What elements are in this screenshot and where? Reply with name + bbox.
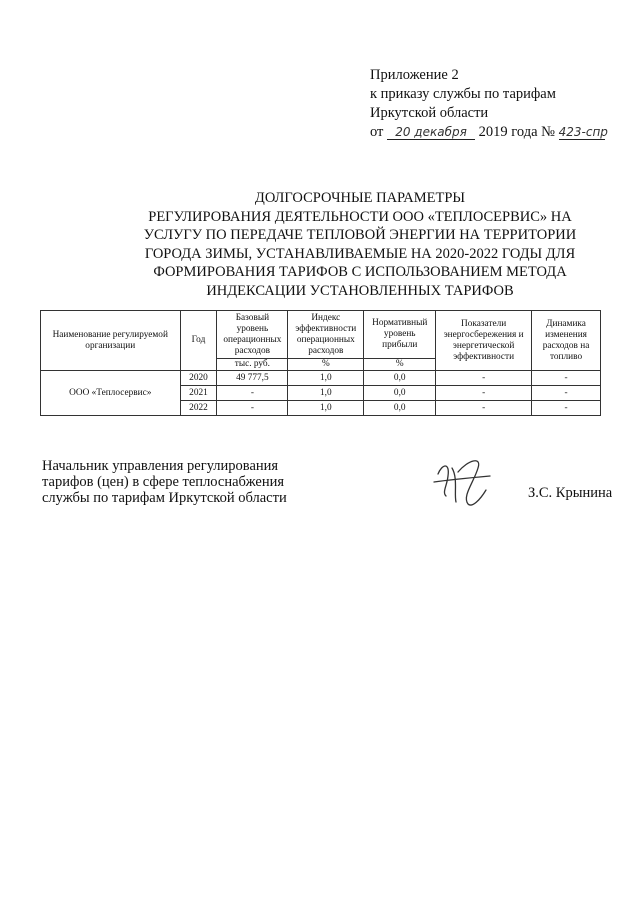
date-year: 2019 года № [478,124,555,140]
document-title [120,189,600,300]
annex-date-line [370,123,608,142]
date-prefix: от [370,124,384,140]
cell-energy-saving: - [436,401,532,416]
cell-efficiency-index: 1,0 [288,386,364,401]
cell-profit-level: 0,0 [364,386,436,401]
cell-profit-level: 0,0 [364,371,436,386]
header-energy-saving: Показатели энергосбережения и энергетической эффективности [436,311,532,371]
cell-energy-saving: - [436,371,532,386]
annex-order-ref: к приказу службы по тарифам [370,86,556,102]
position-line: Начальник управления регулирования [42,458,279,474]
header-year: Год [180,311,217,371]
handwritten-date: 20 декабря [387,125,475,140]
position-line: тарифов (цен) в сфере теплоснабжения [42,474,285,490]
header-profit-level: Нормативный уровень прибыли [364,311,436,359]
handwritten-number: 423-спр [558,125,608,139]
cell-year: 2022 [180,401,217,416]
cell-year: 2021 [180,386,217,401]
cell-efficiency-index: 1,0 [288,401,364,416]
header-fuel-dynamics: Динамика изменения расходов на топливо [532,311,601,371]
annex-region: Иркутской области [370,105,489,121]
cell-year: 2020 [180,371,217,386]
cell-fuel-dynamics: - [532,371,601,386]
title-line: УСЛУГУ ПО ПЕРЕДАЧЕ ТЕПЛОВОЙ ЭНЕРГИИ НА ТЕРРИТОРИИ [143,227,577,243]
cell-base-cost: 49 777,5 [217,371,288,386]
cell-energy-saving: - [436,386,532,401]
table-row [41,371,601,386]
parameters-table [40,310,601,416]
unit-efficiency-index: % [288,359,364,371]
annex-title: Приложение 2 [370,67,459,83]
header-base-cost: Базовый уровень операционных расходов [217,311,288,359]
signatory-name: З.С. Крынина [528,485,613,501]
cell-fuel-dynamics: - [532,386,601,401]
title-line: ГОРОДА ЗИМЫ, УСТАНАВЛИВАЕМЫЕ НА 2020-2022 ГОДЫ ДЛЯ [144,245,576,262]
cell-fuel-dynamics: - [532,401,601,416]
signatory-position [42,458,287,506]
cell-base-cost: - [217,386,288,401]
title-line: ФОРМИРОВАНИЯ ТАРИФОВ С ИСПОЛЬЗОВАНИЕМ МЕТОДА [153,264,567,280]
title-line: ДОЛГОСРОЧНЫЕ ПАРАМЕТРЫ [254,190,466,206]
table-header-row [41,311,601,359]
organization-cell: ООО «Теплосервис» [41,371,181,416]
annex-block [370,66,608,142]
cell-base-cost: - [217,401,288,416]
cell-efficiency-index: 1,0 [288,371,364,386]
cell-profit-level: 0,0 [364,401,436,416]
title-line: РЕГУЛИРОВАНИЯ ДЕЯТЕЛЬНОСТИ ООО «ТЕПЛОСЕРВИС» НА [148,208,572,225]
header-organization: Наименование регулируемой организации [41,311,181,371]
handwritten-signature [428,452,500,512]
unit-profit-level: % [364,359,436,371]
header-efficiency-index: Индекс эффективности операционных расходов [288,311,364,359]
position-line: службы по тарифам Иркутской области [42,490,287,506]
title-line: ИНДЕКСАЦИИ УСТАНОВЛЕННЫХ ТАРИФОВ [206,282,514,299]
unit-base-cost: тыс. руб. [217,359,288,371]
